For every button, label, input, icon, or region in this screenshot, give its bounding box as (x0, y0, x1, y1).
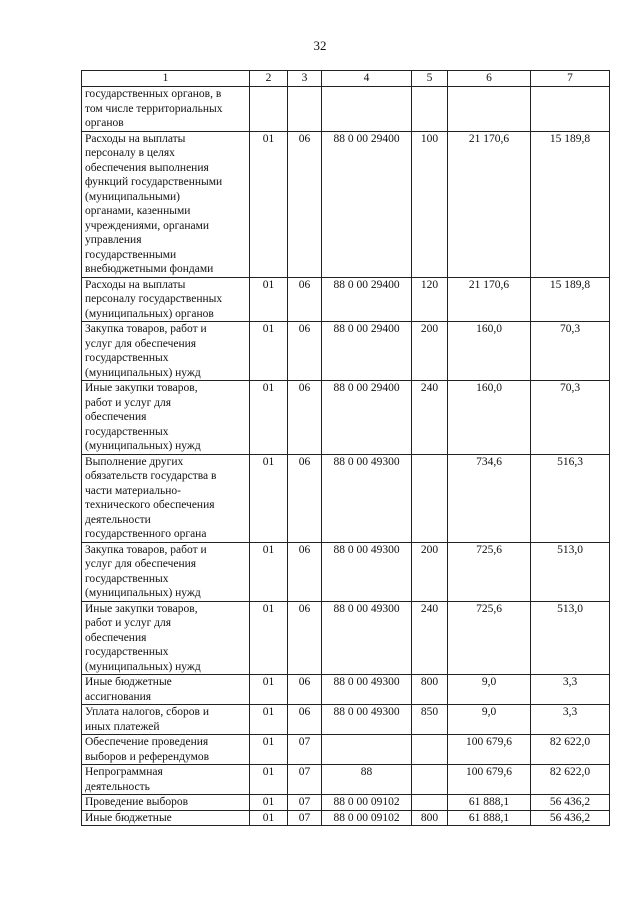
section-code-cell (250, 87, 288, 132)
expense-type-code-cell: 800 (412, 810, 448, 826)
expense-type-code-cell: 850 (412, 705, 448, 735)
subsection-code-cell: 07 (288, 795, 322, 811)
target-item-code-cell: 88 0 00 49300 (322, 542, 412, 601)
subsection-code-cell: 06 (288, 454, 322, 542)
subsection-code-cell: 06 (288, 381, 322, 455)
row-name-cell: Проведение выборов (82, 795, 250, 811)
subsection-code-cell: 06 (288, 705, 322, 735)
expense-type-code-cell (412, 795, 448, 811)
target-item-code-cell: 88 0 00 29400 (322, 322, 412, 381)
section-code-cell: 01 (250, 277, 288, 322)
amount-cell: 56 436,2 (531, 795, 610, 811)
page-number: 32 (313, 38, 327, 53)
row-name-cell: Закупка товаров, работ и услуг для обеспечения государственных (муниципальных) нужд (82, 322, 250, 381)
amount-cell: 21 170,6 (448, 131, 531, 277)
row-name-cell: Выполнение других обязательств государства в части материально- технического обеспечения деятельности государственного органа (82, 454, 250, 542)
expense-type-code-cell: 800 (412, 675, 448, 705)
target-item-code-cell: 88 0 00 49300 (322, 705, 412, 735)
section-code-cell: 01 (250, 705, 288, 735)
table-row (82, 735, 610, 765)
expense-type-code-cell: 240 (412, 601, 448, 675)
column-header: 4 (322, 71, 412, 87)
amount-cell: 725,6 (448, 542, 531, 601)
table-row (82, 705, 610, 735)
expense-type-code-cell (412, 765, 448, 795)
amount-cell: 734,6 (448, 454, 531, 542)
subsection-code-cell: 07 (288, 765, 322, 795)
target-item-code-cell: 88 0 00 09102 (322, 810, 412, 826)
expense-type-code-cell: 200 (412, 542, 448, 601)
amount-cell: 3,3 (531, 705, 610, 735)
target-item-code-cell (322, 87, 412, 132)
expense-type-code-cell: 100 (412, 131, 448, 277)
expense-type-code-cell (412, 87, 448, 132)
table-row (82, 454, 610, 542)
amount-cell: 100 679,6 (448, 735, 531, 765)
column-header: 1 (82, 71, 250, 87)
target-item-code-cell (322, 735, 412, 765)
table-row (82, 542, 610, 601)
amount-cell: 15 189,8 (531, 131, 610, 277)
amount-cell: 70,3 (531, 381, 610, 455)
amount-cell: 21 170,6 (448, 277, 531, 322)
table-row (82, 381, 610, 455)
amount-cell: 3,3 (531, 675, 610, 705)
row-name-cell: Непрограммная деятельность (82, 765, 250, 795)
section-code-cell: 01 (250, 675, 288, 705)
table-body (82, 87, 610, 826)
row-name-cell: Иные бюджетные (82, 810, 250, 826)
row-name-cell: государственных органов, в том числе территориальных органов (82, 87, 250, 132)
subsection-code-cell: 06 (288, 542, 322, 601)
subsection-code-cell: 07 (288, 735, 322, 765)
table-row (82, 765, 610, 795)
table-row (82, 322, 610, 381)
expense-type-code-cell: 120 (412, 277, 448, 322)
section-code-cell: 01 (250, 810, 288, 826)
section-code-cell: 01 (250, 542, 288, 601)
section-code-cell: 01 (250, 381, 288, 455)
target-item-code-cell: 88 0 00 09102 (322, 795, 412, 811)
table-row (82, 675, 610, 705)
section-code-cell: 01 (250, 322, 288, 381)
column-header: 6 (448, 71, 531, 87)
amount-cell: 15 189,8 (531, 277, 610, 322)
subsection-code-cell: 06 (288, 675, 322, 705)
amount-cell: 82 622,0 (531, 735, 610, 765)
row-name-cell: Иные бюджетные ассигнования (82, 675, 250, 705)
target-item-code-cell: 88 0 00 49300 (322, 454, 412, 542)
table-row (82, 277, 610, 322)
row-name-cell: Иные закупки товаров, работ и услуг для обеспечения государственных (муниципальных) нужд (82, 381, 250, 455)
table-row (82, 131, 610, 277)
amount-cell: 61 888,1 (448, 810, 531, 826)
table-row (82, 601, 610, 675)
subsection-code-cell: 06 (288, 277, 322, 322)
amount-cell: 56 436,2 (531, 810, 610, 826)
column-header: 7 (531, 71, 610, 87)
amount-cell: 725,6 (448, 601, 531, 675)
row-name-cell: Уплата налогов, сборов и иных платежей (82, 705, 250, 735)
amount-cell: 82 622,0 (531, 765, 610, 795)
column-header: 3 (288, 71, 322, 87)
section-code-cell: 01 (250, 131, 288, 277)
target-item-code-cell: 88 0 00 49300 (322, 675, 412, 705)
row-name-cell: Закупка товаров, работ и услуг для обеспечения государственных (муниципальных) нужд (82, 542, 250, 601)
section-code-cell: 01 (250, 454, 288, 542)
section-code-cell: 01 (250, 735, 288, 765)
budget-table (81, 70, 610, 826)
expense-type-code-cell (412, 735, 448, 765)
expense-type-code-cell: 200 (412, 322, 448, 381)
amount-cell: 160,0 (448, 322, 531, 381)
section-code-cell: 01 (250, 765, 288, 795)
target-item-code-cell: 88 0 00 29400 (322, 277, 412, 322)
table-row (82, 87, 610, 132)
subsection-code-cell: 06 (288, 322, 322, 381)
subsection-code-cell: 07 (288, 810, 322, 826)
target-item-code-cell: 88 0 00 29400 (322, 381, 412, 455)
table-row (82, 795, 610, 811)
amount-cell: 513,0 (531, 542, 610, 601)
row-name-cell: Расходы на выплаты персоналу государственных (муниципальных) органов (82, 277, 250, 322)
table-header-row (82, 71, 610, 87)
section-code-cell: 01 (250, 795, 288, 811)
amount-cell: 160,0 (448, 381, 531, 455)
amount-cell: 9,0 (448, 705, 531, 735)
table-row (82, 810, 610, 826)
expense-type-code-cell (412, 454, 448, 542)
expense-type-code-cell: 240 (412, 381, 448, 455)
subsection-code-cell: 06 (288, 601, 322, 675)
amount-cell: 61 888,1 (448, 795, 531, 811)
column-header: 5 (412, 71, 448, 87)
row-name-cell: Иные закупки товаров, работ и услуг для обеспечения государственных (муниципальных) нужд (82, 601, 250, 675)
amount-cell: 100 679,6 (448, 765, 531, 795)
target-item-code-cell: 88 0 00 49300 (322, 601, 412, 675)
target-item-code-cell: 88 0 00 29400 (322, 131, 412, 277)
row-name-cell: Расходы на выплаты персоналу в целях обеспечения выполнения функций государственными (муниципальными) органами, казенными учреждениями, органами управления государственными внебюджетными фондами (82, 131, 250, 277)
subsection-code-cell (288, 87, 322, 132)
amount-cell: 516,3 (531, 454, 610, 542)
section-code-cell: 01 (250, 601, 288, 675)
amount-cell: 70,3 (531, 322, 610, 381)
target-item-code-cell: 88 (322, 765, 412, 795)
amount-cell: 513,0 (531, 601, 610, 675)
amount-cell (448, 87, 531, 132)
amount-cell: 9,0 (448, 675, 531, 705)
subsection-code-cell: 06 (288, 131, 322, 277)
row-name-cell: Обеспечение проведения выборов и референдумов (82, 735, 250, 765)
amount-cell (531, 87, 610, 132)
column-header: 2 (250, 71, 288, 87)
